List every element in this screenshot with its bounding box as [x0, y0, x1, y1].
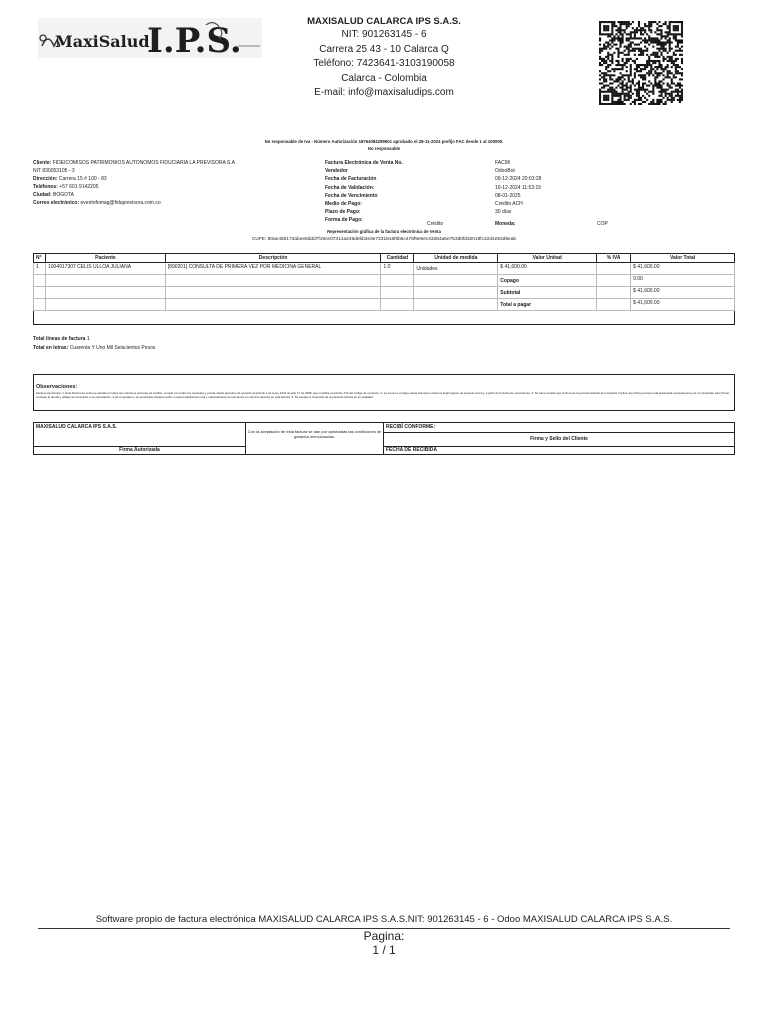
tax-notice: No responsable	[367, 146, 401, 151]
items-table	[33, 253, 735, 311]
row-total: $ 41,600.00	[631, 263, 735, 275]
observations-box	[33, 374, 735, 411]
label-seller: Vendedor	[325, 168, 348, 175]
subtotal-label: Subtotal	[498, 287, 597, 299]
cufe: CUFE: 80ae456173abee8ddd7f19ce07314a249debb3e3e7231816f6b6c478f9e5ec43284a6e753d0fd32019fc42d4e53d9eab	[251, 237, 517, 242]
invoice-values	[495, 159, 615, 216]
company-logo	[38, 16, 262, 60]
payment-form: Crédito	[427, 221, 444, 227]
copago-value: 0.00	[631, 275, 735, 287]
acceptance-text: Con la aceptación de esta factura se dan por aprobadas las condiciones de garantía mencionadas.	[246, 423, 384, 454]
signature-company: MAXISALUD CALARCA IPS S.A.S.	[36, 424, 117, 430]
header-total: Valor Total	[631, 254, 735, 263]
summary-row-copago	[34, 275, 735, 287]
client-name-row: Cliente: FIDEICOMISOS PATRIMONIOS AUTONOMOS FIDUCIARIA LA PREVISORA S.A	[33, 160, 235, 166]
company-email: E-mail: info@maxisaludips.com	[314, 87, 454, 99]
currency: COP	[597, 221, 608, 227]
page-indicator	[0, 929, 768, 957]
svg-text:I.P.S.: I.P.S.	[147, 21, 242, 60]
total-lines: Total líneas de factura 1	[33, 336, 90, 342]
label-payment-term: Plazo de Pago:	[325, 209, 361, 216]
svg-text:MaxiSalud: MaxiSalud	[55, 32, 150, 51]
signature-box	[33, 422, 735, 455]
invoice-date: 09-12-2024 20:03:28	[495, 176, 542, 183]
total-value: $ 41,600.00	[631, 299, 735, 311]
row-description: [890201] CONSULTA DE PRIMERA VEZ POR MEDICINA GENERAL	[165, 263, 381, 275]
payment-method: Crédito ACH	[495, 201, 523, 208]
header-quantity: Cantidad	[381, 254, 414, 263]
subtotal-value: $ 41,600.00	[631, 287, 735, 299]
client-email-row: Correo electrónico: eventofomag@fiduprevisora.com.co	[33, 200, 161, 206]
company-address: Carrera 25 43 - 10 Calarca Q	[319, 43, 449, 55]
observations-text: Factura electrónica: 1. Esta factura de venta se asimila en todos sus efectos a una letra de cambio, cumple con todos los requisitos y presta mérito ejecutivo de acuerdo al artículo 1 de la ley 1231 de julio 17 de 2008, que modifica el artículo 772 del código de comercio. 2. La mora en el pago causa intereses máximos legal vigente de acuerdo a la ley, a partir de la fecha de vencimiento. 3. Se hace constar que la firma de la persona distinta al comprador implica que dicha persona está autorizada expresamente por el comprador para firmar, confesar la deuda y obligar al comprador a su cancelación. 4. El comprador o su autorizado declara recibir a entera satisfacción real y materialmente la mercancía y/o servicio descrito en esta factura. 5. Se acepta el contenido de la presente factura en su totalidad.	[36, 391, 730, 400]
observations-title: Observaciones:	[36, 384, 78, 390]
header-patient: Paciente	[45, 254, 165, 263]
company-city: Calarca - Colombia	[341, 72, 427, 84]
row-quantity: 1.0	[381, 263, 414, 275]
authorized-signature: Firma Autorizada	[119, 447, 160, 453]
label-invoice-date: Fecha de Facturación	[325, 176, 377, 183]
invoice-number: FAC96	[495, 160, 511, 166]
authorization-notice: No responsable de Iva - Número Autorización 18764084289601 aprobado el 28-11-2024 prefijo FAC desde 1 al 100000.	[264, 139, 504, 144]
header-unit-price: Valor Unitad	[498, 254, 597, 263]
total-in-words: Total en letras: Cuarenta Y Uno Mil Seiscientos Pesos	[33, 345, 156, 351]
client-address-row: Dirección: Carrera 15 # 100 - 83	[33, 176, 107, 182]
label-due-date: Fecha de Vencimiento	[325, 192, 378, 199]
header-iva: % IVA	[597, 254, 631, 263]
row-iva	[597, 263, 631, 275]
summary-row-total	[34, 299, 735, 311]
summary-row-subtotal	[34, 287, 735, 299]
page-label: Pagina:	[363, 929, 405, 943]
company-phone: Teléfono: 7423641-3103190058	[313, 58, 455, 70]
client-signature: Firma y Sello del Cliente	[530, 436, 588, 442]
currency-label: Moneda:	[495, 221, 516, 227]
payment-term: 30 días	[495, 209, 512, 216]
seller: OdooBot	[495, 168, 515, 175]
copago-label: Copago	[498, 275, 597, 287]
total-label: Total a pagar	[498, 299, 597, 311]
footer-text: Software propio de factura electrónica MAXISALUD CALARCA IPS S.A.S.NIT: 901263145 - 6 - Odoo MAXISALUD CALARCA IPS S.A.S.	[95, 914, 673, 925]
client-phone-row: Teléfonos: +57 601 9142205	[33, 184, 99, 190]
client-info	[33, 159, 318, 207]
row-unit: Unidades	[414, 263, 498, 275]
label-invoice-number: Factura Electrónica de Venta No.	[325, 160, 403, 166]
row-patient: 1004917307 CELIS ULLOA JULIANA	[45, 263, 165, 275]
page-number: 1 / 1	[372, 943, 396, 957]
invoice-labels	[325, 159, 495, 225]
company-header	[290, 16, 478, 101]
client-signature-cell	[384, 423, 734, 454]
header-description: Descripción	[165, 254, 381, 263]
label-payment-form: Forma de Pago:	[325, 217, 363, 224]
qr-code	[599, 21, 683, 105]
company-nit: NIT: 901263145 - 6	[341, 29, 427, 40]
received-label: RECIBÍ CONFORME:	[386, 424, 436, 430]
graphic-representation-title: Representación gráfica de la factura electrónica de Venta	[327, 229, 441, 234]
company-signature-cell	[34, 423, 246, 454]
row-n: 1	[34, 263, 46, 275]
client-nit: NIT 830053105 - 3	[33, 168, 75, 174]
table-row	[34, 263, 735, 275]
table-header-row	[34, 254, 735, 263]
due-date: 08-01-2025	[495, 192, 521, 199]
label-validation-date: Fecha de Validación:	[325, 184, 375, 191]
header-n: N°	[34, 254, 46, 263]
client-city-row: Ciudad: BOGOTA	[33, 192, 75, 198]
company-name: MAXISALUD CALARCA IPS S.A.S.	[307, 16, 461, 27]
label-payment-method: Medio de Pago:	[325, 201, 362, 208]
header-unit: Unidad de medida	[414, 254, 498, 263]
row-unit-price: $ 41,600.00	[498, 263, 597, 275]
validation-date: 10-12-2024 11:53:15	[495, 184, 542, 191]
received-date: FECHA DE RECIBIDA	[386, 447, 437, 453]
